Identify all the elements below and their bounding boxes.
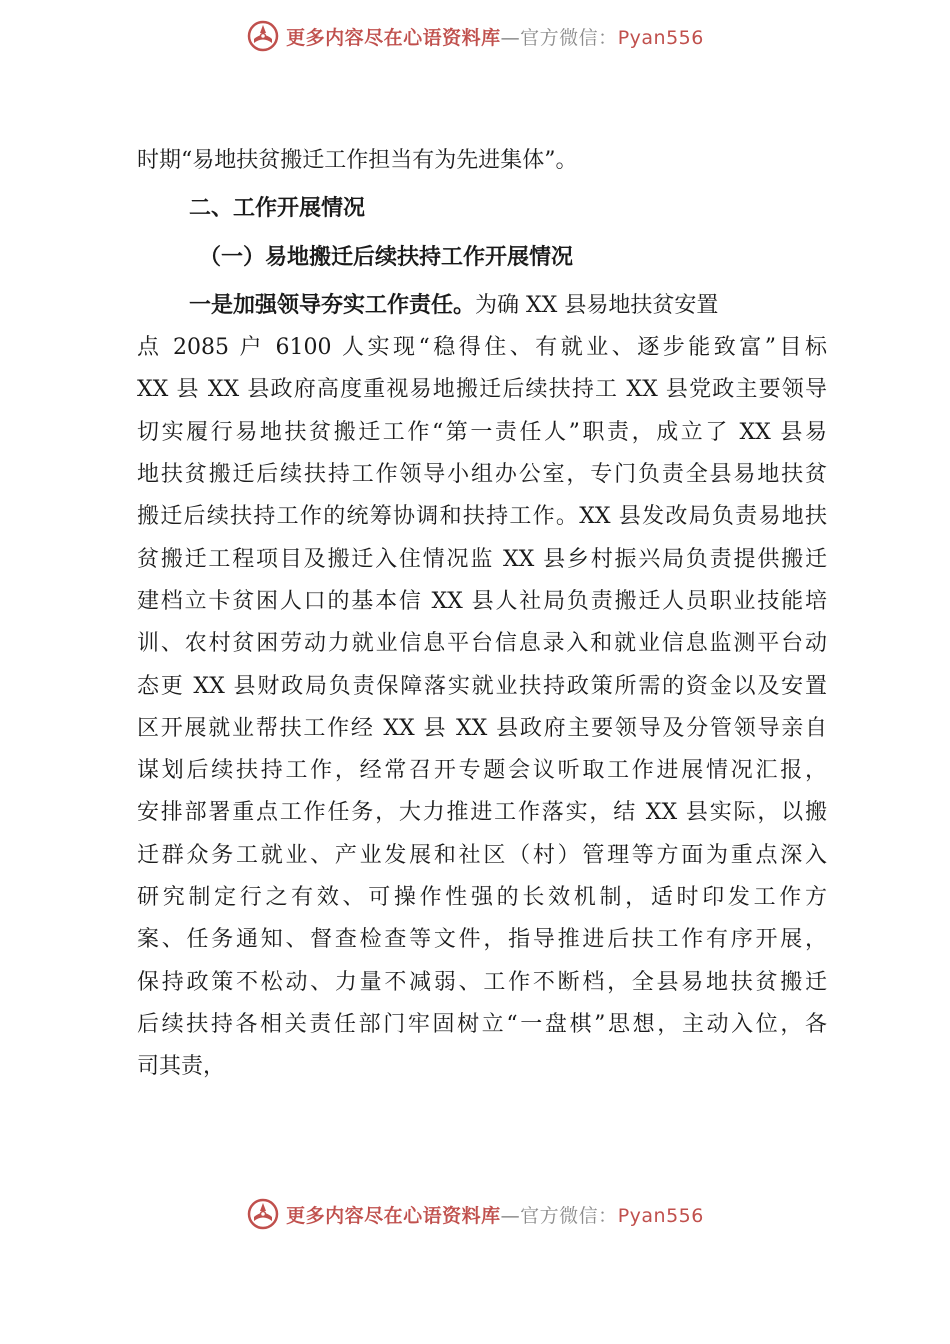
paragraph-lead-bold: 一是加强领导夯实工作责任。 [189,292,476,318]
book-logo-icon [246,1197,280,1231]
paragraph-line: 贫搬迁工程项目及搬迁入住情况监 XX 县乡村振兴局负责提供搬迁 [137,546,827,572]
paragraph-line: 搬迁后续扶持工作的统筹协调和扶持工作。XX 县发改局负责易地扶 [137,504,827,530]
watermark-official-label: 官方微信： [520,26,618,49]
paragraph-line: XX 县 XX 县政府高度重视易地搬迁后续扶持工 XX 县党政主要领导 [137,377,827,403]
paragraph-lines [137,327,827,1046]
paragraph-line: 安排部署重点工作任务，大力推进工作落实，结 XX 县实际，以搬 [137,800,827,826]
watermark-main-text: 更多内容尽在心语资料库 [286,1204,501,1227]
paragraph-line: 训、农村贫困劳动力就业信息平台信息录入和就业信息监测平台动 [137,631,827,657]
subsection-heading: （一）易地搬迁后续扶持工作开展情况 [199,244,574,270]
paragraph-line: 态更 XX 县财政局负责保障落实就业扶持政策所需的资金以及安置 [137,673,827,699]
paragraph-line: 谋划后续扶持工作，经常召开专题会议听取工作进展情况汇报， [137,758,827,784]
watermark-main-text: 更多内容尽在心语资料库 [286,26,501,49]
document-body [137,140,827,1089]
paragraph-first-line-text: 为确 XX 县易地扶贫安置 [475,292,719,318]
paragraph-last-line: 司其责， [137,1054,226,1080]
paragraph-line: 切实履行易地扶贫搬迁工作“第一责任人”职责，成立了 XX 县易 [137,419,827,445]
carryover-line: 时期“易地扶贫搬迁工作担当有为先进集体”。 [137,148,578,173]
paragraph-line: 地扶贫搬迁后续扶持工作领导小组办公室，专门负责全县易地扶贫 [137,462,827,488]
paragraph-line: 建档立卡贫困人口的基本信 XX 县人社局负责搬迁人员职业技能培 [137,588,827,614]
paragraph-line: 案、任务通知、督查检查等文件，指导推进后扶工作有序开展， [137,927,827,953]
paragraph-line: 保持政策不松动、力量不减弱、工作不断档，全县易地扶贫搬迁 [137,969,827,995]
header-watermark [0,16,950,56]
book-logo-icon [246,19,280,53]
watermark-official-label: 官方微信： [520,1204,618,1227]
watermark-separator: — [500,26,521,49]
watermark-wechat-id: Pyan556 [617,26,704,49]
footer-watermark [0,1194,950,1234]
section-heading: 二、工作开展情况 [189,196,366,222]
paragraph-line: 迁群众务工就业、产业发展和社区（村）管理等方面为重点深入 [137,842,827,868]
paragraph-line: 研究制定行之有效、可操作性强的长效机制，适时印发工作方 [137,885,827,911]
paragraph-first-line [137,285,827,327]
paragraph-line: 后续扶持各相关责任部门牢固树立“一盘棋”思想，主动入位，各 [137,1011,827,1037]
paragraph-line: 区开展就业帮扶工作经 XX 县 XX 县政府主要领导及分管领导亲自 [137,715,827,741]
watermark-wechat-id: Pyan556 [617,1204,704,1227]
watermark-separator: — [500,1204,521,1227]
paragraph-line: 点 2085 户 6100 人实现“稳得住、有就业、逐步能致富”目标 [137,335,827,361]
